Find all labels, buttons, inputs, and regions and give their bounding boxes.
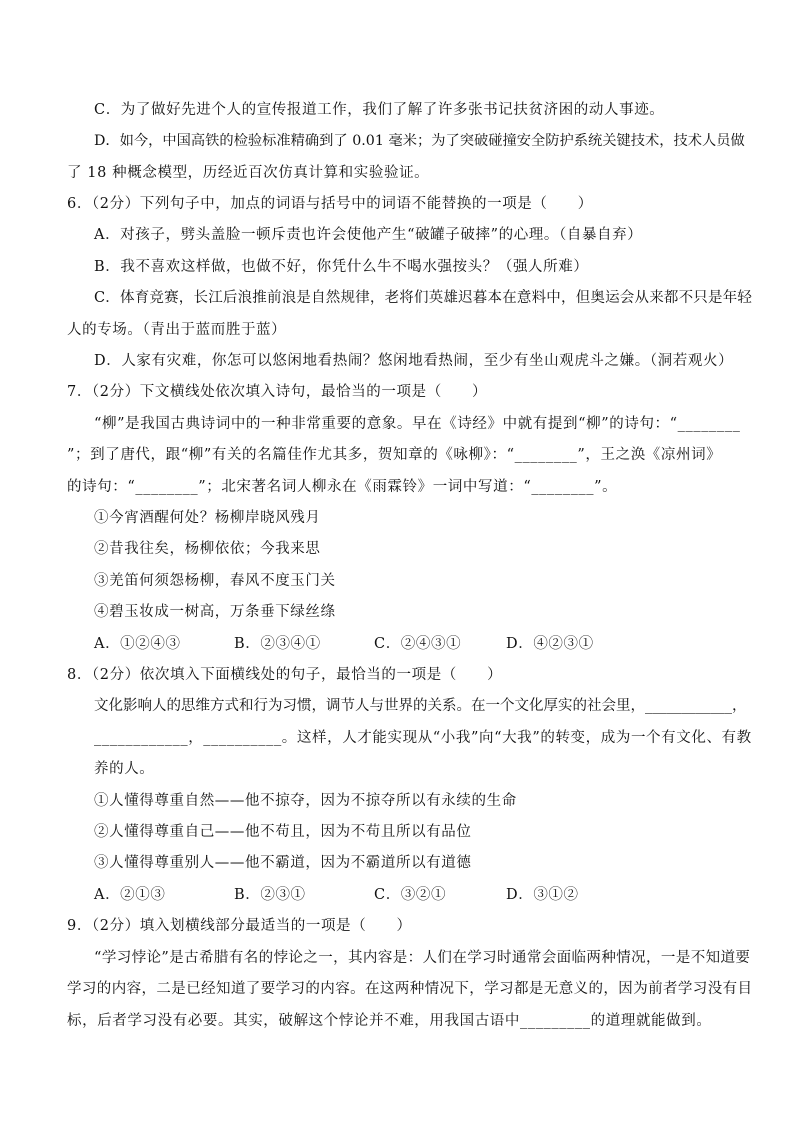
q7-option-c[interactable]: C．②④③① bbox=[374, 636, 462, 652]
q7-option-a[interactable]: A．①②④③ bbox=[94, 636, 181, 652]
q7-item-1: ①今宵酒醒何处？杨柳岸晓风残月 bbox=[94, 510, 321, 526]
q7-stem: 7．（2分）下文横线处依次填入诗句，最恰当的一项是（ ） bbox=[67, 384, 488, 400]
q8-item-2: ②人懂得尊重自己——他不苟且，因为不苟且所以有品位 bbox=[94, 824, 472, 840]
q8-option-c[interactable]: C．③②① bbox=[374, 887, 447, 903]
q7-option-b[interactable]: B．②③④① bbox=[234, 636, 321, 652]
q7-item-2: ②昔我往矣，杨柳依依；今我来思 bbox=[94, 541, 321, 557]
q8-options bbox=[94, 885, 579, 905]
q8-option-d[interactable]: D．③①② bbox=[506, 887, 579, 903]
q8-item-1: ①人懂得尊重自然——他不掠夺，因为不掠夺所以有永续的生命 bbox=[94, 793, 517, 809]
q7-passage-line: “柳”是我国古典诗词中的一种非常重要的意象。早在《诗经》中就有提到“柳”的诗句：“________ bbox=[94, 416, 741, 432]
q6-option-d: D．人家有灾难，你怎可以悠闲地看热闹？悠闲地看热闹，至少有坐山观虎斗之嫌。（洞若观火） bbox=[94, 353, 734, 369]
q6-option-a: A．对孩子，劈头盖脸一顿斥责也许会使他产生“破罐子破摔”的心理。（自暴自弃） bbox=[94, 227, 643, 243]
q9-passage-line: “学习悖论”是古希腊有名的悖论之一，其内容是：人们在学习时通常会面临两种情况，一是不知道要 bbox=[94, 950, 751, 966]
q9-passage-line: 标，后者学习没有必要。其实，破解这个悖论并不难，用我国古语中_________的道理就能做到。 bbox=[67, 1013, 712, 1029]
q9-passage-line: 学习的内容，二是已经知道了要学习的内容。在这两种情况下，学习都是无意义的，因为前者学习没有目 bbox=[67, 981, 753, 997]
q8-option-b[interactable]: B．②③① bbox=[234, 887, 306, 903]
q8-passage-line: ____________，__________。这样，人才能实现从“小我”向“大我”的转变，成为一个有文化、有教 bbox=[94, 730, 752, 746]
q7-item-3: ③羌笛何须怨杨柳，春风不度玉门关 bbox=[94, 573, 336, 589]
q7-option-d[interactable]: D．④②③① bbox=[506, 636, 594, 652]
q8-passage-line: 养的人。 bbox=[94, 761, 155, 777]
q5-option-d: D．如今，中国高铁的检验标准精确到了 0.01 毫米；为了突破碰撞安全防护系统关键技术，技术人员做 bbox=[94, 133, 745, 149]
q7-passage-line: 的诗句：“________”；北宋著名词人柳永在《雨霖铃》一词中写道：“________”。 bbox=[67, 479, 618, 495]
q6-option-b: B．我不喜欢这样做，也做不好，你凭什么牛不喝水强按头？（强人所难） bbox=[94, 259, 589, 275]
q7-item-4: ④碧玉妆成一树高，万条垂下绿丝绦 bbox=[94, 604, 336, 620]
q8-passage-line: 文化影响人的思维方式和行为习惯，调节人与世界的关系。在一个文化厚实的社会里，____________， bbox=[94, 698, 747, 714]
q6-stem: 6．（2分）下列句子中，加点的词语与括号中的词语不能替换的一项是（ ） bbox=[67, 196, 593, 212]
q8-stem: 8．（2分）依次填入下面横线处的句子，最恰当的一项是（ ） bbox=[67, 667, 503, 683]
q8-option-a[interactable]: A．②①③ bbox=[94, 887, 166, 903]
q7-options bbox=[94, 634, 594, 654]
q7-passage-line: ”；到了唐代，跟“柳”有关的名篇佳作尤其多，贺知章的《咏柳》：“________”，王之涣《凉州词》 bbox=[67, 447, 722, 463]
q5-option-d-cont: 了 18 种概念模型，历经近百次仿真计算和实验验证。 bbox=[67, 165, 430, 181]
q6-option-c: C．体育竞赛，长江后浪推前浪是自然规律，老将们英雄迟暮本在意料中，但奥运会从来都不只是年轻 bbox=[94, 290, 753, 306]
q8-item-3: ③人懂得尊重别人——他不霸道，因为不霸道所以有道德 bbox=[94, 855, 472, 871]
q6-option-c-cont: 人的专场。（青出于蓝而胜于蓝） bbox=[67, 322, 287, 338]
q9-stem: 9．（2分）填入划横线部分最适当的一项是（ ） bbox=[67, 918, 412, 934]
q5-option-c: C．为了做好先进个人的宣传报道工作，我们了解了许多张书记扶贫济困的动人事迹。 bbox=[94, 102, 665, 118]
